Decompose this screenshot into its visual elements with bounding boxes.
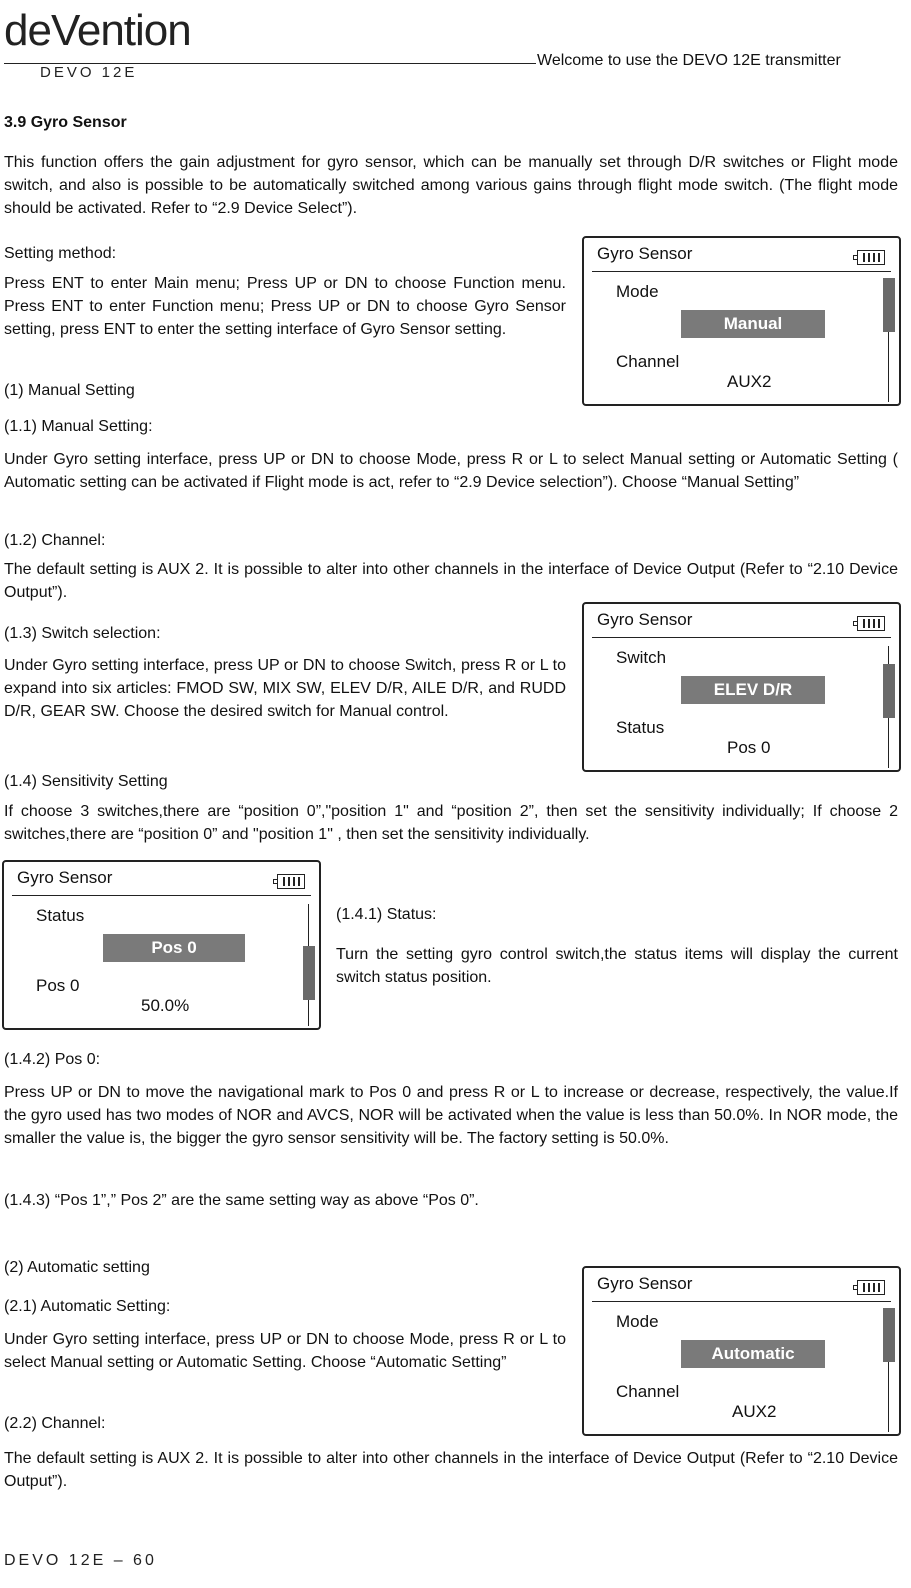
battery-icon bbox=[857, 616, 885, 631]
lcd-value: Pos 0 bbox=[727, 738, 771, 757]
lcd-scroll-thumb bbox=[883, 664, 895, 718]
lcd-screen-automatic bbox=[582, 1266, 901, 1436]
setting-method-heading: Setting method: bbox=[4, 245, 117, 262]
page-footer: DEVO 12E – 60 bbox=[4, 1552, 157, 1569]
lcd-scroll-thumb bbox=[883, 1308, 895, 1362]
lcd-screen-switch bbox=[582, 602, 901, 772]
battery-icon bbox=[277, 874, 305, 889]
lcd-rule bbox=[12, 895, 311, 896]
lcd-value: AUX2 bbox=[727, 372, 772, 391]
s2-1-text: Under Gyro setting interface, press UP or DN to choose Mode, press R or L to select Manual setting or Automatic Setting. Choose “Automatic Setting” bbox=[4, 1331, 566, 1371]
s1-1-heading: (1.1) Manual Setting: bbox=[4, 418, 153, 435]
s1-4-3-text: (1.4.3) “Pos 1”,” Pos 2” are the same setting way as above “Pos 0”. bbox=[4, 1192, 479, 1209]
lcd-label-pos0: Pos 0 bbox=[36, 976, 80, 995]
s2-2-text: The default setting is AUX 2. It is possible to alter into other channels in the interface of Device Output (Refer to “2.10 Device Output”). bbox=[4, 1450, 898, 1490]
lcd-rule bbox=[592, 637, 891, 638]
setting-method-text: Press ENT to enter Main menu; Press UP or DN to choose Function menu. Press ENT to enter Function menu; Press UP or DN to choose Gyro Sensor setting, press ENT to enter the setting interface of Gyro Sensor setting. bbox=[4, 275, 566, 338]
lcd-selected-value: ELEV D/R bbox=[681, 676, 825, 704]
lcd-rule bbox=[592, 1301, 891, 1302]
lcd-rule bbox=[592, 271, 891, 272]
s1-4-text: If choose 3 switches,there are “position 0”,"position 1" and “position 2”, then set the sensitivity individually; If choose 2 switches,there are “position 0” and "position 1" , then set the sensitivity individually. bbox=[4, 803, 898, 843]
lcd-selected-value: Automatic bbox=[681, 1340, 825, 1368]
s1-4-1-heading: (1.4.1) Status: bbox=[336, 906, 437, 923]
lcd-scroll-thumb bbox=[303, 946, 315, 1000]
lcd-label-switch: Switch bbox=[616, 648, 667, 667]
auto-heading: (2) Automatic setting bbox=[4, 1259, 150, 1276]
lcd-selected-value: Pos 0 bbox=[103, 934, 245, 962]
lcd-screen-manual bbox=[582, 236, 901, 406]
intro-paragraph: This function offers the gain adjustment for gyro sensor, which can be manually set through D/R switches or Flight mode switch, and also is possible to be automatically switched among various gains through flight mode switch. (The flight mode should be activated. Refer to “2.9 Device Select”). bbox=[4, 154, 898, 217]
lcd-label-mode: Mode bbox=[616, 282, 659, 301]
lcd-title: Gyro Sensor bbox=[597, 1274, 693, 1293]
s2-2-heading: (2.2) Channel: bbox=[4, 1415, 106, 1432]
manual-heading: (1) Manual Setting bbox=[4, 382, 135, 399]
lcd-title: Gyro Sensor bbox=[17, 868, 113, 887]
s1-4-2-heading: (1.4.2) Pos 0: bbox=[4, 1051, 101, 1068]
lcd-label-status: Status bbox=[616, 718, 665, 737]
lcd-selected-value: Manual bbox=[681, 310, 825, 338]
lcd-title: Gyro Sensor bbox=[597, 610, 693, 629]
lcd-label-channel: Channel bbox=[616, 352, 680, 371]
lcd-value: 50.0% bbox=[141, 996, 190, 1015]
s1-1-text: Under Gyro setting interface, press UP or DN to choose Mode, press R or L to select Manual setting or Automatic Setting ( Automatic setting can be activated if Flight mode is act, refer to “2.9 Device selection”). Choose “Manual Setting” bbox=[4, 451, 898, 491]
s1-4-heading: (1.4) Sensitivity Setting bbox=[4, 773, 168, 790]
lcd-screen-status bbox=[2, 860, 321, 1030]
s1-2-text: The default setting is AUX 2. It is possible to alter into other channels in the interface of Device Output (Refer to “2.10 Device Output”). bbox=[4, 561, 898, 601]
brand-logo: deVention bbox=[4, 6, 191, 55]
s2-1-heading: (2.1) Automatic Setting: bbox=[4, 1298, 171, 1315]
s1-3-text: Under Gyro setting interface, press UP or DN to choose Switch, press R or L to expand into six articles: FMOD SW, MIX SW, ELEV D/R, AILE D/R, and RUDD D/R, GEAR SW. Choose the desired switch for Manual control. bbox=[4, 657, 566, 720]
lcd-label-channel: Channel bbox=[616, 1382, 680, 1401]
lcd-label-status: Status bbox=[36, 906, 85, 925]
battery-icon bbox=[857, 1280, 885, 1295]
section-title: 3.9 Gyro Sensor bbox=[4, 114, 127, 131]
s1-3-heading: (1.3) Switch selection: bbox=[4, 625, 161, 642]
s1-2-heading: (1.2) Channel: bbox=[4, 532, 106, 549]
lcd-label-mode: Mode bbox=[616, 1312, 659, 1331]
battery-icon bbox=[857, 250, 885, 265]
header-welcome: Welcome to use the DEVO 12E transmitter bbox=[537, 52, 841, 69]
lcd-value: AUX2 bbox=[732, 1402, 777, 1421]
s1-4-2-text: Press UP or DN to move the navigational mark to Pos 0 and press R or L to increase or decrease, respectively, the value.If the gyro used has two modes of NOR and AVCS, NOR will be activated when the value is less than 50.0%. In NOR mode, the smaller the value is, the bigger the gyro sensor sensitivity will be. The factory setting is 50.0%. bbox=[4, 1084, 898, 1147]
s1-4-1-text: Turn the setting gyro control switch,the status items will display the current switch status position. bbox=[336, 946, 898, 986]
model-name: DEVO 12E bbox=[40, 64, 138, 81]
lcd-title: Gyro Sensor bbox=[597, 244, 693, 263]
lcd-scroll-thumb bbox=[883, 278, 895, 332]
